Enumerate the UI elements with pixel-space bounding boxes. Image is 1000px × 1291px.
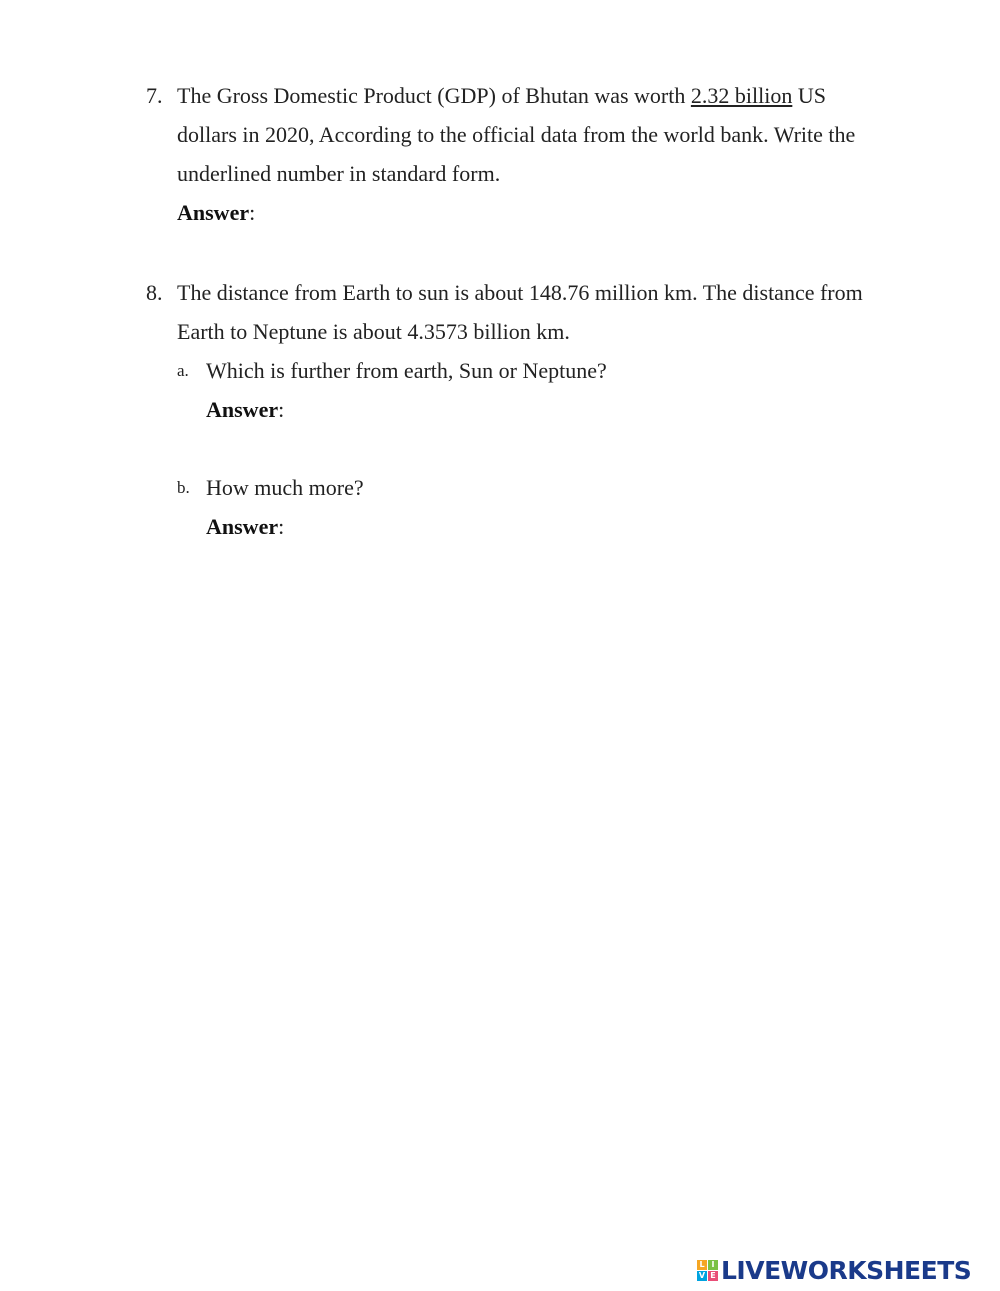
- question-text-end: US dollars in 2020, According to the official data from the world bank. Write the underlined number in standard form.: [177, 83, 856, 186]
- question-8: [146, 273, 866, 546]
- logo-mark-tile: E: [708, 1271, 718, 1281]
- answer-colon: :: [249, 200, 256, 225]
- logo-mark-tile: L: [697, 1260, 707, 1270]
- logo-text: LIVEWORKSHEETS: [721, 1255, 972, 1285]
- answer-label: Answer: [206, 397, 279, 422]
- sub-question-text: Which is further from earth, Sun or Neptune?: [206, 358, 607, 383]
- answer-label: Answer: [206, 514, 279, 539]
- spacer: [146, 429, 866, 468]
- underlined-number: 2.32 billion: [690, 83, 793, 108]
- answer-colon: :: [278, 397, 285, 422]
- answer-line[interactable]: [177, 193, 866, 232]
- question-text: The distance from Earth to sun is about 148.76 million km. The distance from Earth to Neptune is about 4.3573 billion km.: [177, 280, 863, 344]
- question-text-start: The Gross Domestic Product (GDP) of Bhutan was worth: [177, 83, 691, 108]
- logo-mark-tile: I: [708, 1260, 718, 1270]
- sub-question-letter: a.: [177, 361, 189, 380]
- liveworksheets-logo: [697, 1255, 971, 1285]
- sub-question-text: How much more?: [206, 475, 364, 500]
- answer-label: Answer: [177, 200, 250, 225]
- sub-question-letter: b.: [177, 478, 190, 497]
- logo-mark-icon: [697, 1260, 718, 1281]
- answer-colon: :: [278, 514, 285, 539]
- sub-question-a: [177, 351, 866, 429]
- question-7: [146, 76, 866, 232]
- answer-line[interactable]: [206, 507, 866, 546]
- question-number: 8.: [146, 280, 163, 305]
- logo-mark-tile: V: [698, 1270, 706, 1280]
- answer-line[interactable]: [206, 390, 866, 429]
- question-text: [177, 76, 866, 193]
- sub-question-b: [177, 468, 866, 546]
- question-number: 7.: [146, 83, 163, 108]
